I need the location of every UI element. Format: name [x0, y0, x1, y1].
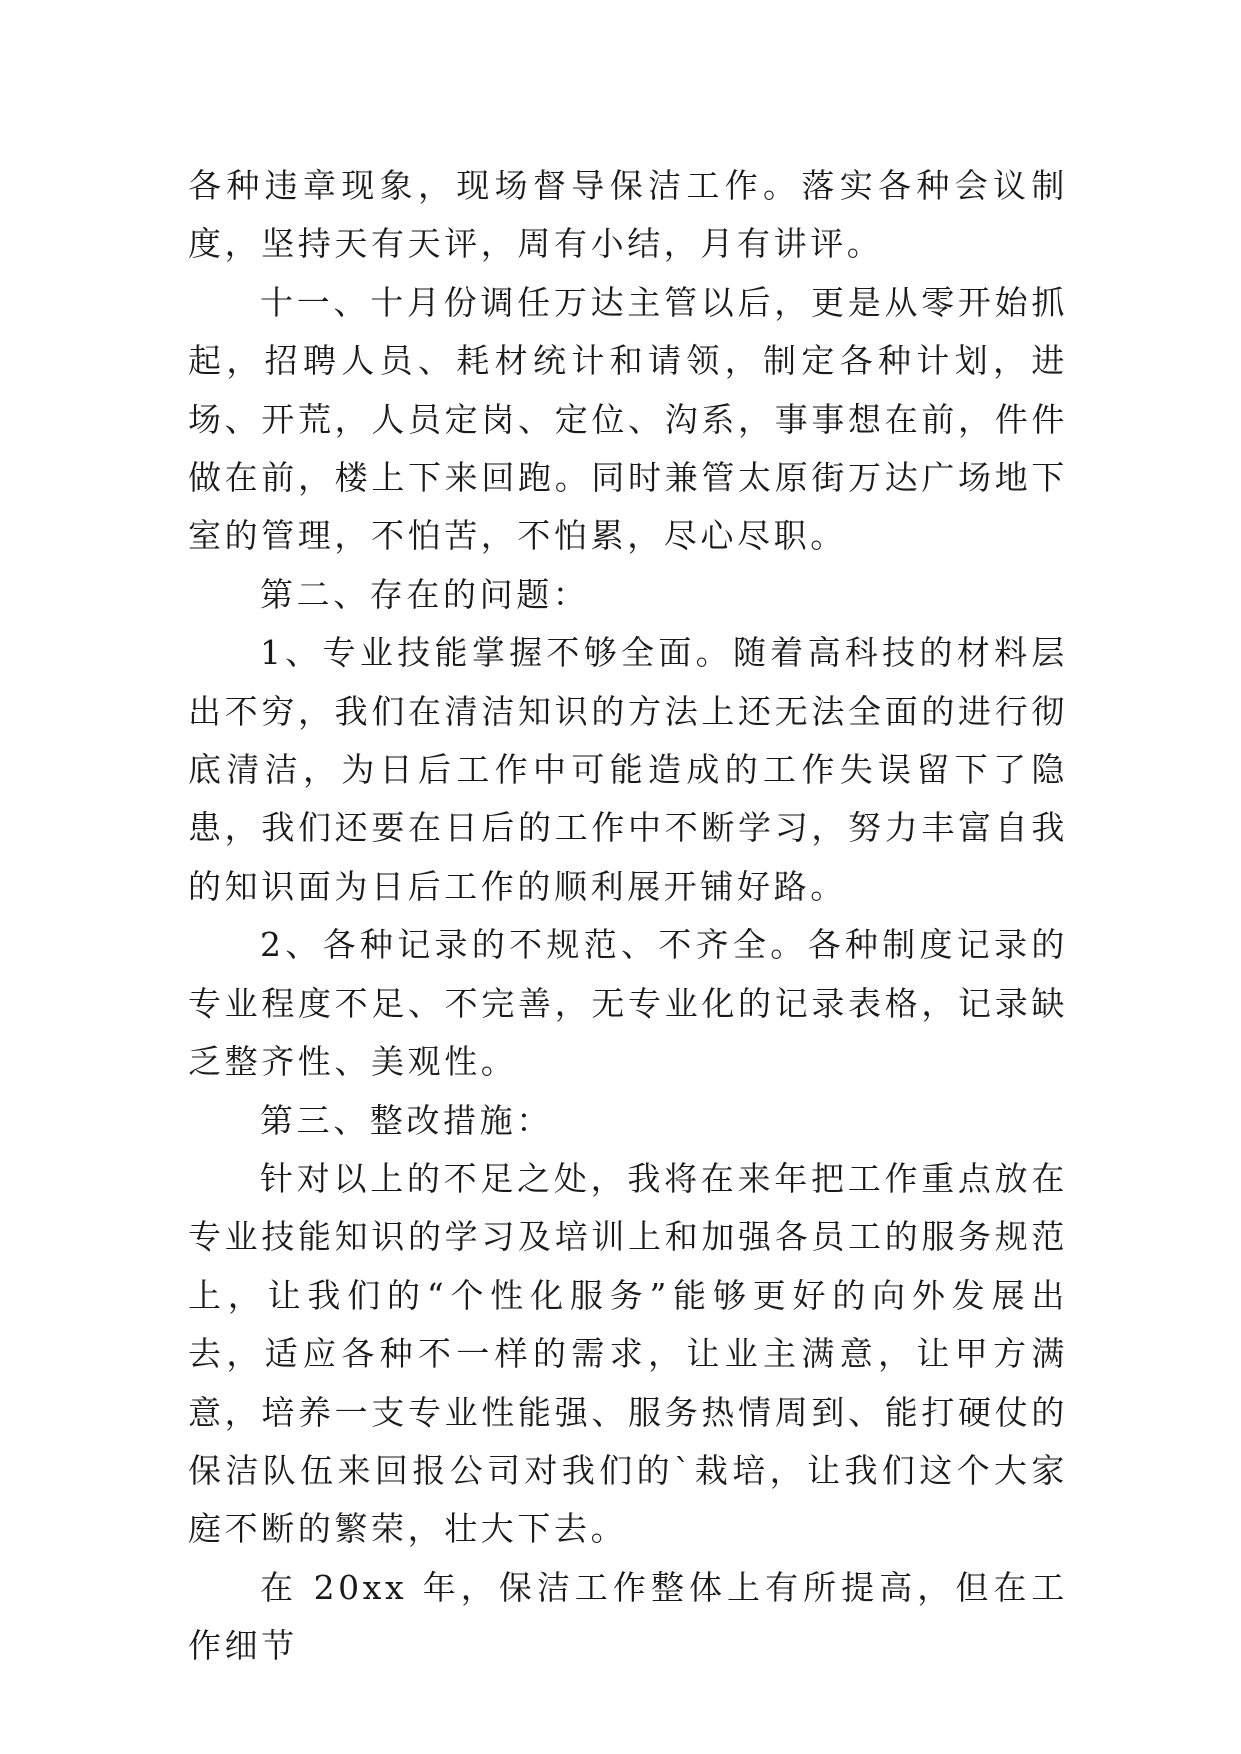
paragraph-1: 各种违章现象，现场督导保洁工作。落实各种会议制度，坚持天有天评，周有小结，月有讲评。	[188, 166, 1068, 264]
document-body	[188, 157, 1068, 1676]
paragraph-2: 十一、十月份调任万达主管以后，更是从零开始抓起，招聘人员、耗材统计和请领，制定各种计划，进场、开荒，人员定岗、定位、沟系，事事想在前，件件做在前，楼上下来回跑。同时兼管太原街万达广场地下室的管理，不怕苦，不怕累，尽心尽职。	[188, 282, 1068, 556]
section-heading-problems: 第二、存在的问题：	[260, 574, 590, 614]
paragraph-problem-1: 1、专业技能掌握不够全面。随着高科技的材料层出不穷，我们在清洁知识的方法上还无法全面的进行彻底清洁，为日后工作中可能造成的工作失误留下了隐患，我们还要在日后的工作中不断学习，努力丰富自我的知识面为日后工作的顺利展开铺好路。	[188, 633, 1068, 906]
section-heading-measures: 第三、整改措施：	[260, 1100, 553, 1140]
paragraph-final: 在 20xx 年，保洁工作整体上有所提高，但在工作细节	[188, 1567, 1068, 1666]
paragraph-measures: 针对以上的不足之处，我将在来年把工作重点放在专业技能知识的学习及培训上和加强各员工的服务规范上，让我们的“个性化服务”能够更好的向外发展出去，适应各种不一样的需求，让业主满意，让甲方满意，培养一支专业性能强、服务热情周到、能打硬仗的保洁队伍来回报公司对我们的`栽培，让我们这个大家庭不断的繁荣，壮大下去。	[188, 1158, 1068, 1549]
paragraph-problem-2: 2、各种记录的不规范、不齐全。各种制度记录的专业程度不足、不完善，无专业化的记录表格，记录缺乏整齐性、美观性。	[188, 925, 1068, 1082]
